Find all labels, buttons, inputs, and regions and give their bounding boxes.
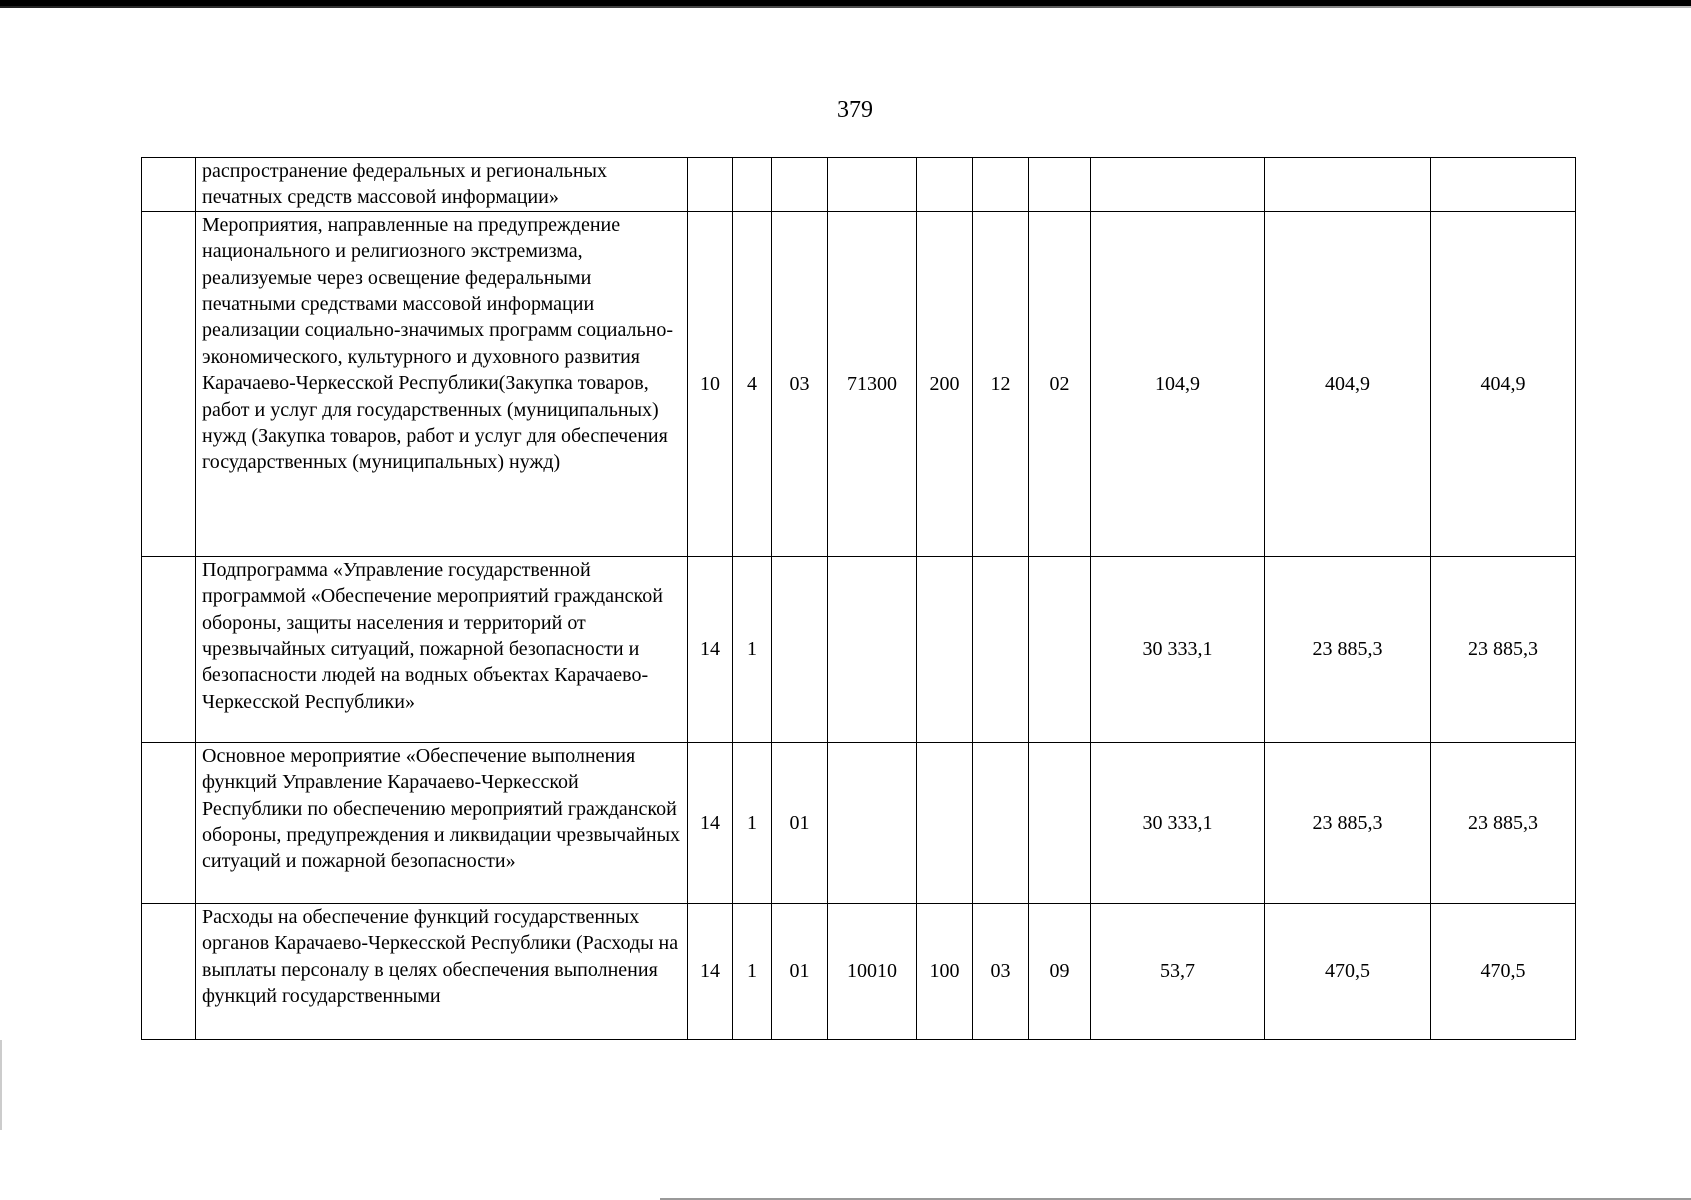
amount-cell-2: 23 885,3: [1265, 742, 1431, 903]
description-cell: Расходы на обеспечение функций государственных органов Карачаево-Черкесской Республики (Расходы на выплаты персоналу в целях обеспечения выполнения функций государственными: [196, 903, 688, 1039]
code-cell-1: 14: [688, 903, 733, 1039]
amount-cell-3: 23 885,3: [1431, 556, 1576, 742]
page-number: 379: [837, 97, 873, 123]
code-cell-7: [1029, 158, 1091, 212]
amount-cell-2: 23 885,3: [1265, 556, 1431, 742]
description-cell: Подпрограмма «Управление государственной программой «Обеспечение мероприятий гражданской обороны, защиты населения и территорий от чрезвычайных ситуаций, пожарной безопасности и безопасности людей на водных объектах Карачаево-Черкесской Республики»: [196, 556, 688, 742]
code-cell-5: 200: [917, 211, 973, 556]
row-index-cell: [142, 158, 196, 212]
code-cell-2: 1: [733, 742, 772, 903]
code-cell-6: [973, 742, 1029, 903]
amount-cell-2: [1265, 158, 1431, 212]
amount-cell-2: 470,5: [1265, 903, 1431, 1039]
code-cell-2: 1: [733, 903, 772, 1039]
code-cell-4: [828, 742, 917, 903]
amount-cell-3: [1431, 158, 1576, 212]
code-cell-3: [772, 556, 828, 742]
code-cell-7: [1029, 556, 1091, 742]
code-cell-5: [917, 556, 973, 742]
code-cell-5: 100: [917, 903, 973, 1039]
description-cell: распространение федеральных и региональных печатных средств массовой информации»: [196, 158, 688, 212]
amount-cell-2: 404,9: [1265, 211, 1431, 556]
table-row: [142, 158, 1576, 212]
code-cell-1: [688, 158, 733, 212]
amount-cell-3: 470,5: [1431, 903, 1576, 1039]
table-row: [142, 742, 1576, 903]
code-cell-7: 02: [1029, 211, 1091, 556]
code-cell-3: 03: [772, 211, 828, 556]
table-row: [142, 211, 1576, 556]
table-row: [142, 903, 1576, 1039]
code-cell-7: 09: [1029, 903, 1091, 1039]
top-border-rule-thin: [0, 6, 1691, 8]
code-cell-4: [828, 556, 917, 742]
code-cell-7: [1029, 742, 1091, 903]
amount-cell-1: [1091, 158, 1265, 212]
code-cell-1: 14: [688, 556, 733, 742]
amount-cell-3: 23 885,3: [1431, 742, 1576, 903]
code-cell-4: 10010: [828, 903, 917, 1039]
code-cell-4: [828, 158, 917, 212]
scan-edge-mark: [0, 1040, 2, 1130]
row-index-cell: [142, 742, 196, 903]
code-cell-3: 01: [772, 903, 828, 1039]
amount-cell-1: 104,9: [1091, 211, 1265, 556]
amount-cell-3: 404,9: [1431, 211, 1576, 556]
description-cell: Основное мероприятие «Обеспечение выполнения функций Управление Карачаево-Черкесской Республики по обеспечению мероприятий гражданской обороны, предупреждения и ликвидации чрезвычайных ситуаций и пожарной безопасности»: [196, 742, 688, 903]
code-cell-6: [973, 556, 1029, 742]
code-cell-1: 14: [688, 742, 733, 903]
description-cell: Мероприятия, направленные на предупреждение национального и религиозного экстремизма, реализуемые через освещение федеральными печатными средствами массовой информации реализации социально-значимых программ социально-экономического, культурного и духовного развития Карачаево-Черкесской Республики(Закупка товаров, работ и услуг для государственных (муниципальных) нужд (Закупка товаров, работ и услуг для обеспечения государственных (муниципальных) нужд): [196, 211, 688, 556]
code-cell-5: [917, 742, 973, 903]
code-cell-6: 03: [973, 903, 1029, 1039]
code-cell-2: 4: [733, 211, 772, 556]
table-row: [142, 556, 1576, 742]
code-cell-2: [733, 158, 772, 212]
code-cell-6: [973, 158, 1029, 212]
row-index-cell: [142, 556, 196, 742]
budget-table: [141, 157, 1576, 1040]
amount-cell-1: 30 333,1: [1091, 742, 1265, 903]
code-cell-5: [917, 158, 973, 212]
amount-cell-1: 53,7: [1091, 903, 1265, 1039]
code-cell-3: 01: [772, 742, 828, 903]
amount-cell-1: 30 333,1: [1091, 556, 1265, 742]
code-cell-2: 1: [733, 556, 772, 742]
code-cell-3: [772, 158, 828, 212]
row-index-cell: [142, 903, 196, 1039]
code-cell-4: 71300: [828, 211, 917, 556]
row-index-cell: [142, 211, 196, 556]
code-cell-6: 12: [973, 211, 1029, 556]
code-cell-1: 10: [688, 211, 733, 556]
